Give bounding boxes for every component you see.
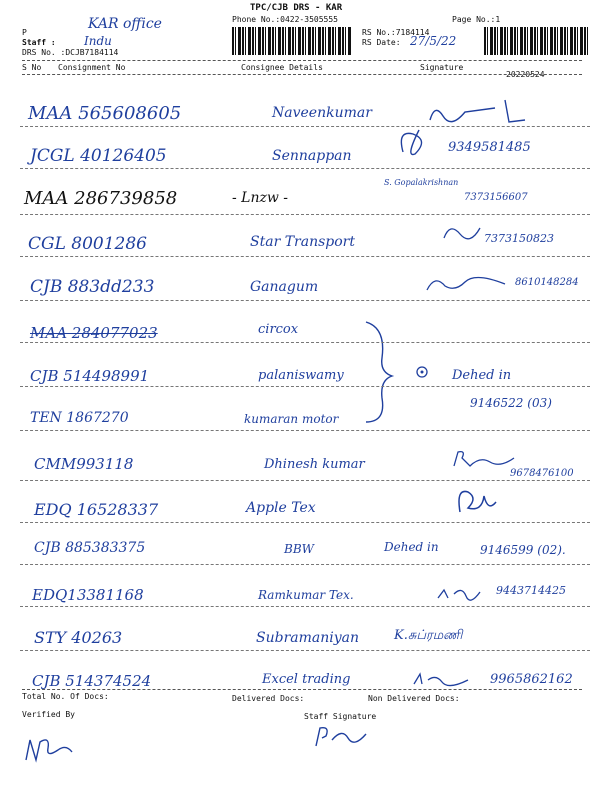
- staff-value: Indu: [84, 34, 112, 48]
- row-7-note: Dehed in: [452, 368, 512, 383]
- row-9-consignee: Dhinesh kumar: [264, 457, 365, 472]
- barcode-main: [232, 27, 352, 55]
- row-13-consignee: Subramaniyan: [256, 630, 359, 646]
- row-11-note: 9146599 (02).: [480, 543, 566, 557]
- row-7-consignee: palaniswamy: [258, 368, 344, 383]
- row-9-signature-mark: [450, 448, 520, 470]
- row-1-consignment: MAA 565608605: [28, 103, 182, 124]
- row-4-line: [20, 256, 590, 257]
- row-14-signature-mark: [412, 670, 472, 690]
- header-rule: [22, 60, 582, 61]
- row-3-line: [20, 214, 590, 215]
- row-12-phone: 9443714425: [496, 584, 566, 597]
- row-2-signature-mark: [395, 122, 435, 162]
- row-14-consignee: Excel trading: [262, 672, 351, 687]
- row-7-consignment: CJB 514498991: [30, 367, 150, 385]
- row-2-consignment: JCGL 40126405: [30, 146, 167, 166]
- row-5-signature-mark: [425, 272, 515, 296]
- row-2-phone: 9349581485: [448, 140, 531, 155]
- col-consignment: Consignment No: [58, 63, 126, 72]
- row-13-consignment: STY 40263: [34, 628, 123, 647]
- row-10-consignee: Apple Tex: [246, 500, 316, 516]
- rs-date-label: RS Date:: [362, 38, 401, 47]
- row-4-phone: 7373150823: [484, 232, 554, 245]
- row-12-signature-mark: [434, 584, 484, 604]
- row-1-line: [20, 126, 590, 127]
- col-signature: Signature: [420, 63, 464, 72]
- footer-rule: [22, 689, 582, 690]
- row-10-signature-mark: [452, 482, 502, 522]
- row-6-consignment: MAA 284077023: [30, 324, 158, 342]
- col-consignee: Consignee Details: [241, 63, 323, 72]
- verified-by-label: Verified By: [22, 710, 75, 719]
- row-8-note: 9146522 (03): [470, 396, 552, 410]
- non-delivered-docs-label: Non Delivered Docs:: [368, 694, 460, 703]
- row-10-consignment: EDQ 16528337: [34, 500, 159, 519]
- date-code: 20220524: [506, 70, 545, 79]
- row-11-line: [20, 564, 590, 565]
- staff-label: Staff :: [22, 38, 56, 47]
- row-7-circle-mark: [414, 364, 430, 380]
- row-9-phone: 9678476100: [510, 468, 574, 479]
- row-3-consignment: MAA 286739858: [24, 188, 178, 209]
- row-12-consignee: Ramkumar Tex.: [258, 588, 354, 602]
- header-rule-bottom: [22, 74, 582, 75]
- barcode-secondary: [484, 27, 588, 55]
- row-5-line: [20, 300, 590, 301]
- row-4-consignee: Star Transport: [250, 234, 355, 250]
- row-6-consignee: circox: [258, 322, 299, 337]
- row-2-line: [20, 168, 590, 169]
- bracket-mark: [360, 318, 400, 428]
- row-5-consignment: CJB 883dd233: [30, 277, 155, 297]
- row-14-consignment: CJB 514374524: [32, 672, 152, 690]
- row-11-consignment: CJB 885383375: [34, 540, 146, 556]
- row-1-consignee: Naveenkumar: [272, 105, 372, 121]
- row-14-phone: 9965862162: [490, 672, 573, 687]
- p-mark: P: [22, 28, 27, 37]
- row-3-signature: S. Gopalakrishnan: [384, 178, 459, 187]
- row-8-line: [20, 430, 590, 431]
- rs-date-value: 27/5/22: [410, 34, 457, 48]
- drs-number: DRS No. :DCJB7184114: [22, 48, 119, 57]
- row-5-phone: 8610148284: [515, 277, 579, 288]
- delivered-docs-label: Delivered Docs:: [232, 694, 305, 703]
- row-12-consignment: EDQ13381168: [32, 586, 144, 604]
- staff-signature-mark: [312, 722, 372, 752]
- row-2-consignee: Sennappan: [272, 148, 352, 164]
- row-3-consignee: - Lnzw -: [232, 190, 289, 206]
- verified-signature: [22, 730, 82, 770]
- phone-number: Phone No.:0422-3505555: [232, 15, 338, 24]
- row-4-consignment: CGL 8001286: [28, 234, 147, 254]
- total-docs-label: Total No. Of Docs:: [22, 692, 109, 701]
- staff-note: KAR office: [88, 16, 162, 32]
- row-13-signature: K.சுப்ரமணி: [394, 628, 463, 643]
- row-12-line: [20, 606, 590, 607]
- row-6-line: [20, 342, 590, 343]
- page-number: Page No.:1: [452, 15, 501, 24]
- row-5-consignee: Ganagum: [250, 279, 319, 295]
- row-8-consignee: kumaran motor: [244, 412, 339, 426]
- row-9-line: [20, 480, 590, 481]
- staff-signature-label: Staff Signature: [304, 712, 377, 721]
- row-10-line: [20, 522, 590, 523]
- row-8-consignment: TEN 1867270: [30, 410, 129, 426]
- col-sno: S No: [22, 63, 42, 72]
- row-13-line: [20, 650, 590, 651]
- row-11-consignee: BBW: [284, 542, 314, 556]
- row-3-phone: 7373156607: [464, 192, 528, 203]
- row-4-signature-mark: [440, 218, 490, 244]
- rs-number: RS No.:7184114: [362, 28, 430, 37]
- row-1-signature-mark: [425, 98, 535, 128]
- row-11-signature: Dehed in: [384, 540, 439, 554]
- row-9-consignment: CMM993118: [34, 455, 134, 473]
- row-7-line: [20, 386, 590, 387]
- drs-title: TPC/CJB DRS - KAR: [250, 3, 343, 13]
